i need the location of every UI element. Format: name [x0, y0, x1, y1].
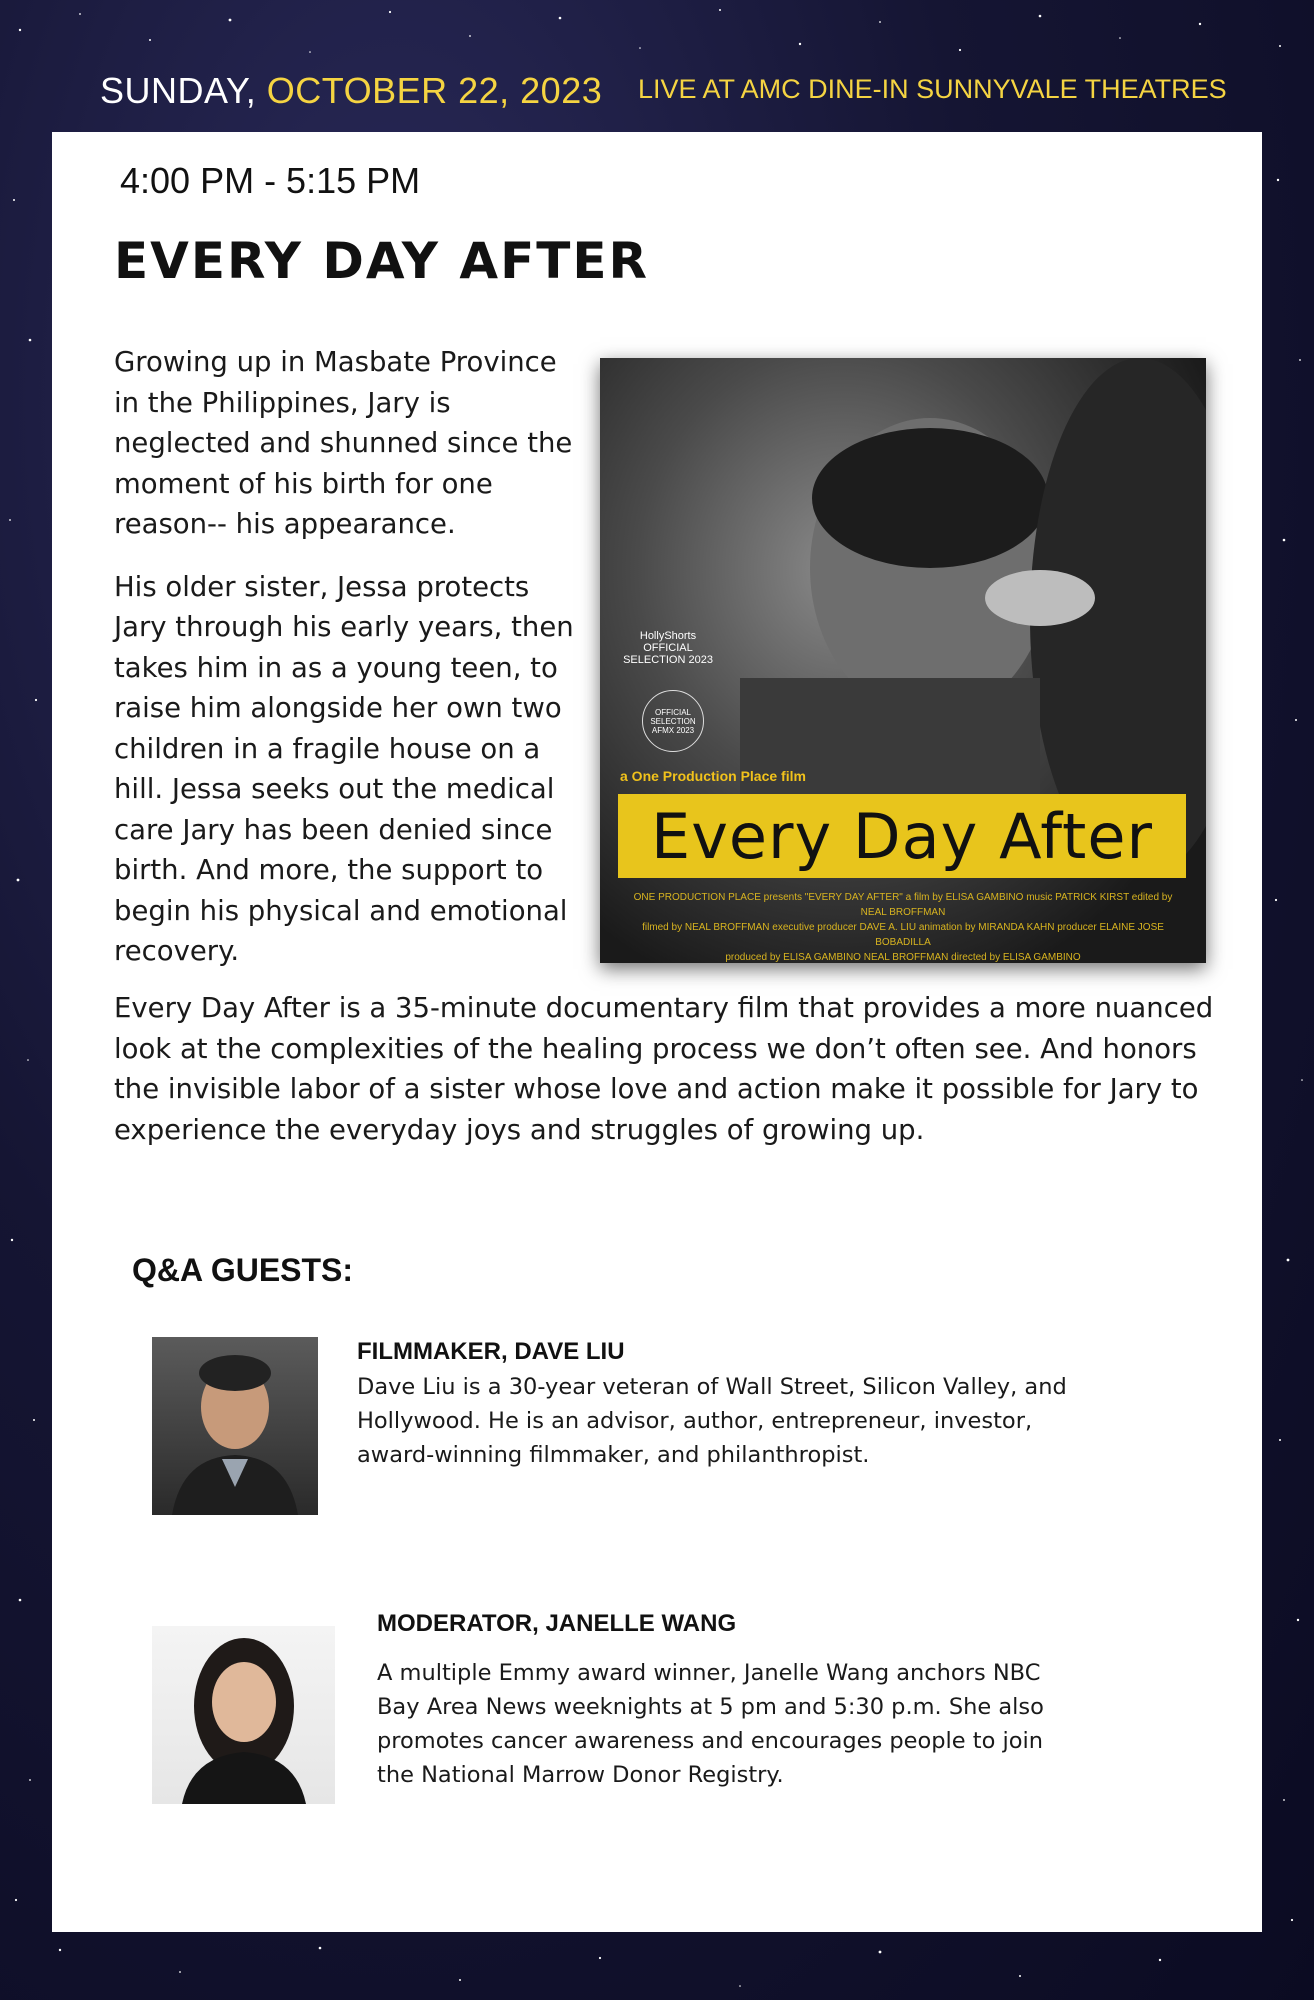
event-card	[52, 132, 1262, 1932]
event-day: SUNDAY,	[100, 70, 257, 111]
event-date: OCTOBER 22, 2023	[266, 70, 603, 111]
guest-photo-janelle-wang	[152, 1626, 335, 1804]
afmx-laurel: OFFICIAL SELECTION AFMX 2023	[642, 690, 704, 752]
guest-bio-dave-liu: Dave Liu is a 30-year veteran of Wall Street, Silicon Valley, and Hollywood. He is an advisor, author, entrepreneur, investor, award-winning filmmaker, and philanthropist.	[357, 1374, 1067, 1468]
poster-title: Every Day After	[651, 799, 1153, 873]
guest-bio-janelle-wang: A multiple Emmy award winner, Janelle Wang anchors NBC Bay Area News weeknights at 5 pm and 5:30 p.m. She also promotes cancer awareness and encourages people to join the National Marrow Donor Registry.	[377, 1660, 1044, 1788]
guest-name-dave-liu: FILMMAKER, DAVE LIU	[357, 1338, 625, 1365]
avatar	[152, 1626, 335, 1804]
poster-credit-line: filmed by NEAL BROFFMAN executive producer DAVE A. LIU animation by MIRANDA KAHN producer ELAINE JOSE BOBADILLA	[642, 922, 1164, 948]
event-date-line	[100, 70, 602, 112]
event-venue: LIVE AT AMC DINE-IN SUNNYVALE THEATRES	[638, 74, 1227, 104]
hollyshorts-laurel: HollyShorts OFFICIAL SELECTION 2023	[623, 630, 713, 666]
film-title: EVERY DAY AFTER	[114, 232, 650, 290]
film-summary: Every Day After is a 35-minute documentary film that provides a more nuanced look at the complexities of the healing process we don’t often see. And honors the invisible labor of a sister whose love and action make it possible for Jary to experience the everyday joys and struggles of growing up.	[114, 992, 1214, 1146]
guest-photo-dave-liu	[152, 1337, 318, 1515]
poster-credits	[620, 890, 1186, 963]
guest-name-janelle-wang: MODERATOR, JANELLE WANG	[377, 1610, 737, 1637]
avatar	[152, 1337, 318, 1515]
poster-credit-line: ONE PRODUCTION PLACE presents "EVERY DAY AFTER" a film by ELISA GAMBINO music PATRICK KIRST edited by NEAL BROFFMAN	[633, 892, 1173, 918]
film-description	[114, 342, 582, 994]
film-poster	[600, 358, 1206, 963]
description-paragraph: Growing up in Masbate Province in the Philippines, Jary is neglected and shunned since the moment of his birth for one reason-- his appearance.	[114, 346, 573, 540]
description-paragraph: His older sister, Jessa protects Jary through his early years, then takes him in as a young teen, to raise him alongside her own two children in a fragile house on a hill. Jessa seeks out the medical care Jary has been denied since birth. And more, the support to begin his physical and emotional recovery.	[114, 570, 574, 967]
poster-tagline: a One Production Place film	[620, 768, 806, 784]
event-time: 4:00 PM - 5:15 PM	[120, 160, 421, 201]
event-header	[100, 62, 1230, 122]
qa-heading: Q&A GUESTS:	[132, 1252, 354, 1288]
poster-credit-line: produced by ELISA GAMBINO NEAL BROFFMAN directed by ELISA GAMBINO	[725, 952, 1081, 963]
poster-title-banner	[618, 794, 1186, 878]
